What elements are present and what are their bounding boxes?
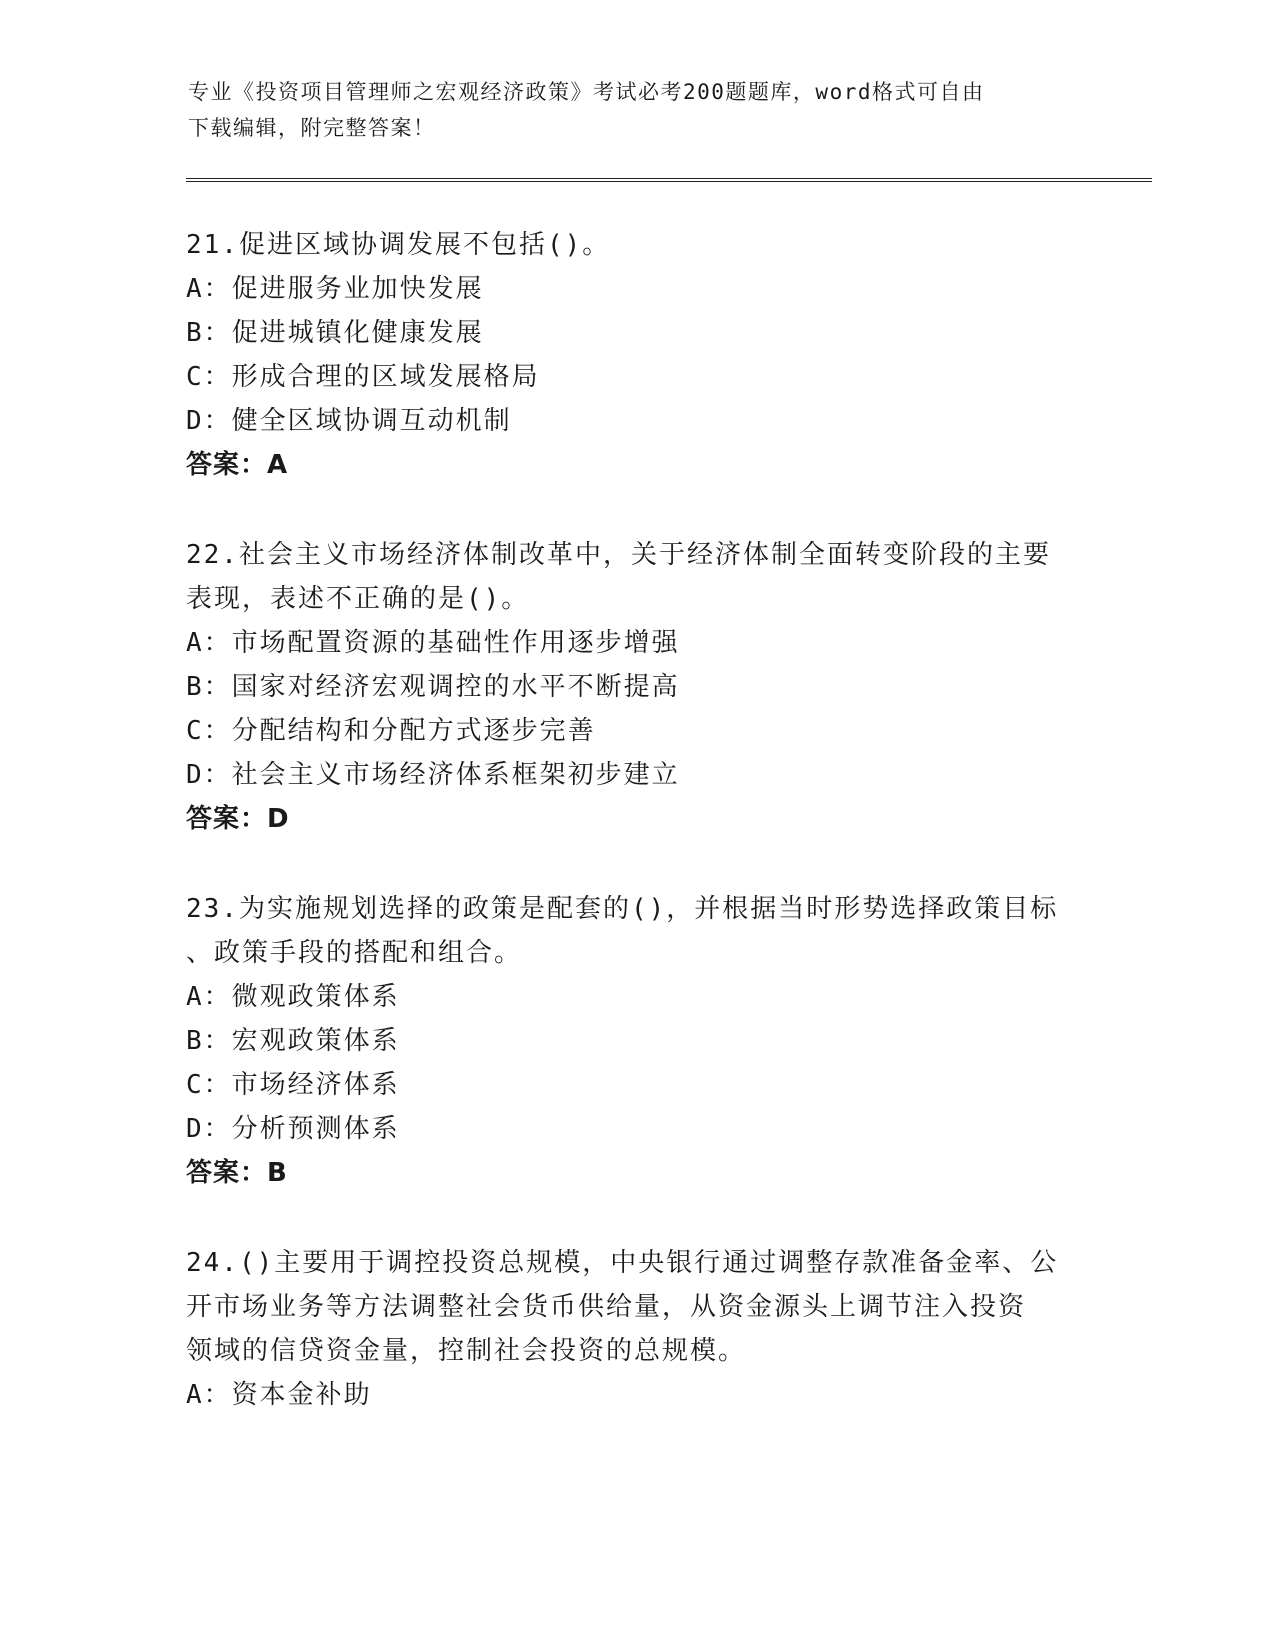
question-23-stem-line-1: 23.为实施规划选择的政策是配套的()，并根据当时形势选择政策目标 <box>186 894 1059 924</box>
question-23-stem-line-2: 、政策手段的搭配和组合。 <box>186 938 523 968</box>
question-21-answer: 答案：A <box>186 450 289 480</box>
question-21-option-a: A：促进服务业加快发展 <box>186 274 484 304</box>
question-23-option-b: B：宏观政策体系 <box>186 1026 400 1056</box>
question-22-option-d: D：社会主义市场经济体系框架初步建立 <box>186 760 680 790</box>
question-22-option-a: A：市场配置资源的基础性作用逐步增强 <box>186 628 680 658</box>
document-header <box>188 74 1058 146</box>
question-23-answer: 答案：B <box>186 1158 288 1188</box>
header-line-2: 下载编辑，附完整答案！ <box>188 116 436 140</box>
question-22-answer: 答案：D <box>186 804 290 834</box>
question-24-stem-line-2: 开市场业务等方法调整社会货币供给量，从资金源头上调节注入投资 <box>186 1292 1027 1322</box>
question-22-stem-line-2: 表现，表述不正确的是()。 <box>186 584 530 614</box>
question-22-stem-line-1: 22.社会主义市场经济体制改革中，关于经济体制全面转变阶段的主要 <box>186 540 1051 570</box>
question-23-option-c: C：市场经济体系 <box>186 1070 400 1100</box>
question-24-stem-line-1: 24.()主要用于调控投资总规模，中央银行通过调整存款准备金率、公 <box>186 1248 1059 1278</box>
question-22-option-c: C：分配结构和分配方式逐步完善 <box>186 716 596 746</box>
question-21-stem: 21.促进区域协调发展不包括()。 <box>186 230 611 260</box>
question-22-option-b: B：国家对经济宏观调控的水平不断提高 <box>186 672 680 702</box>
question-24-option-a: A：资本金补助 <box>186 1380 372 1410</box>
question-23-option-a: A：微观政策体系 <box>186 982 400 1012</box>
question-23-option-d: D：分析预测体系 <box>186 1114 400 1144</box>
question-21-option-c: C：形成合理的区域发展格局 <box>186 362 540 392</box>
question-24-stem-line-3: 领域的信贷资金量，控制社会投资的总规模。 <box>186 1336 747 1366</box>
question-21-option-b: B：促进城镇化健康发展 <box>186 318 484 348</box>
header-divider <box>186 178 1152 182</box>
header-line-1: 专业《投资项目管理师之宏观经济政策》考试必考200题题库，word格式可自由 <box>188 80 985 104</box>
question-21-option-d: D：健全区域协调互动机制 <box>186 406 512 436</box>
